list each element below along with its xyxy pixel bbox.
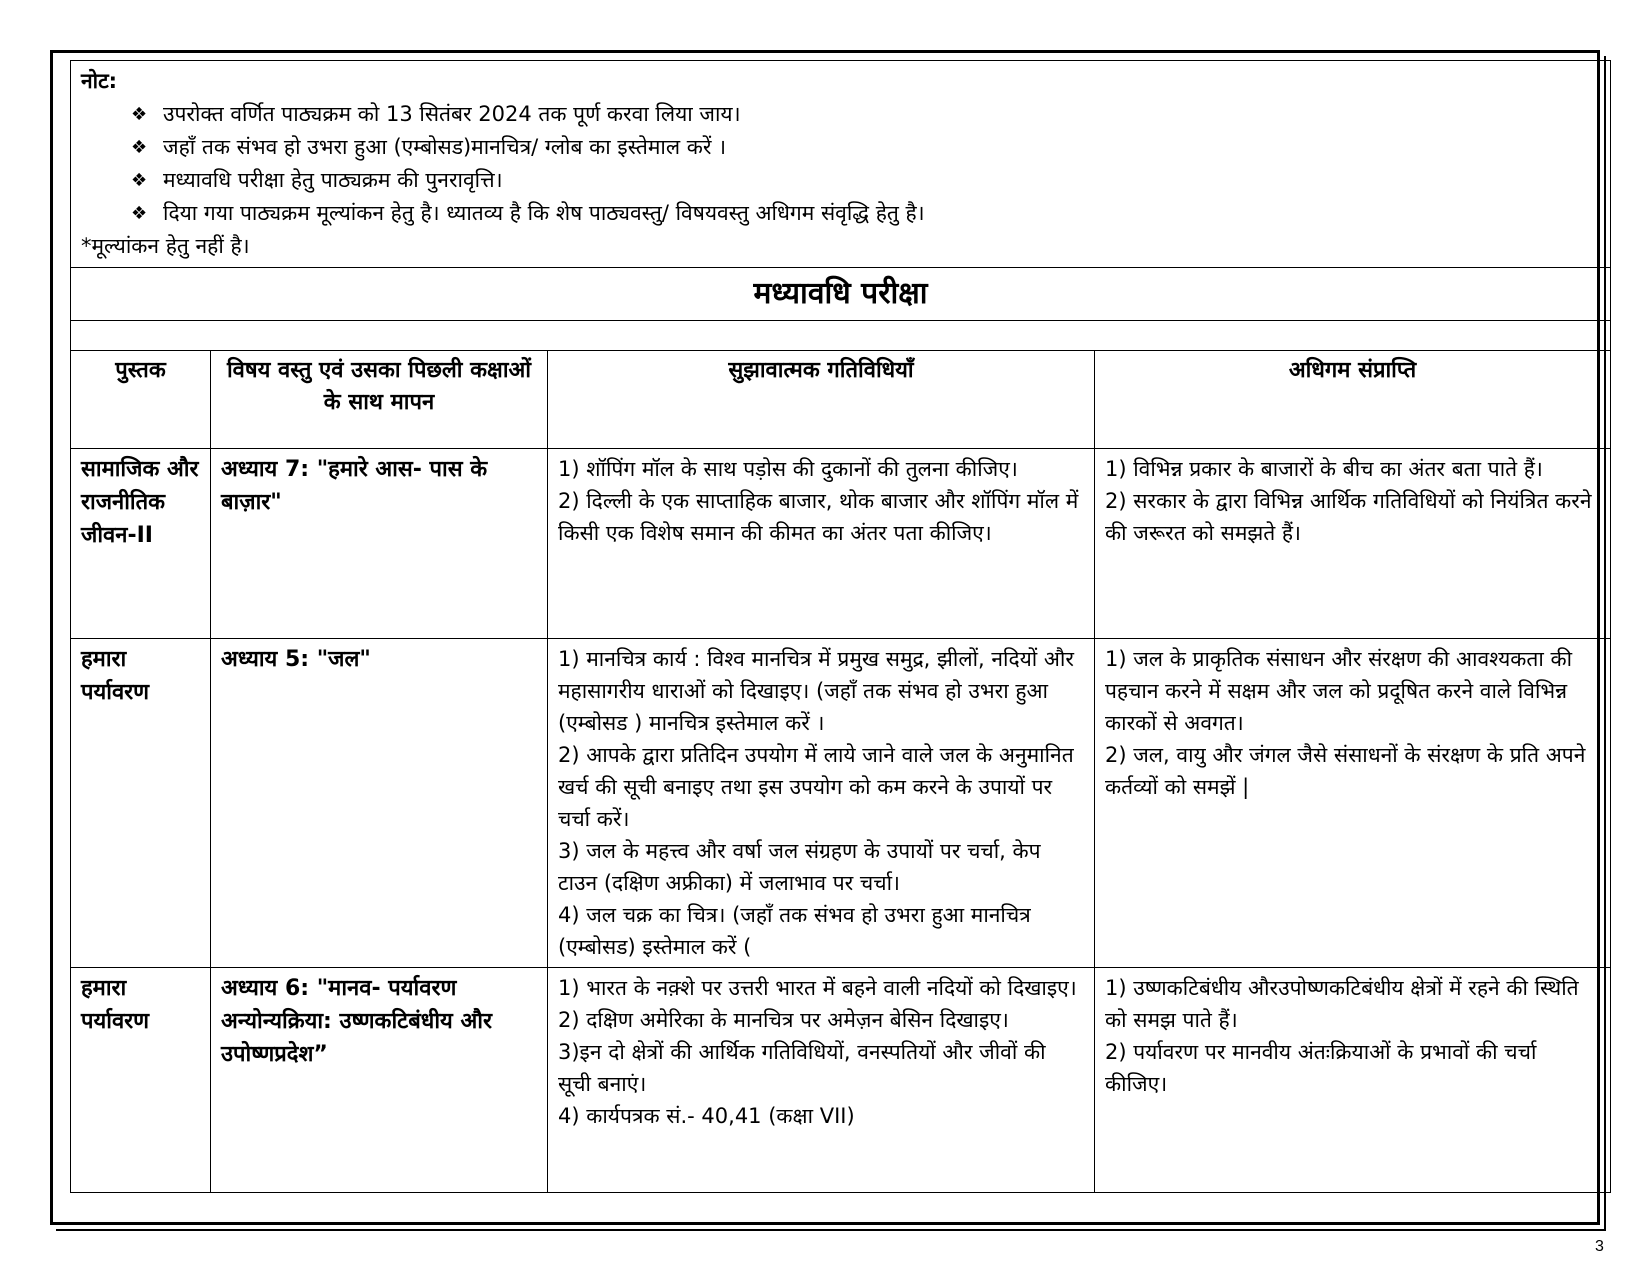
book-cell: सामाजिक और राजनीतिक जीवन-II (71, 449, 211, 639)
chapter-cell: अध्याय 7: "हमारे आस- पास के बाज़ार" (211, 449, 548, 639)
activities-cell (548, 449, 1095, 639)
activity-item: 2) दिल्ली के एक साप्ताहिक बाजार, थोक बाजार और शॉपिंग मॉल में किसी एक विशेष समान की कीमत का अंतर पता कीजिए। (558, 489, 1079, 545)
activity-item: 3)इन दो क्षेत्रों की आर्थिक गतिविधियों, वनस्पतियों और जीवों की सूची बनाएं। (558, 1040, 1046, 1096)
table-row (71, 639, 1611, 968)
header-content: विषय वस्तु एवं उसका पिछली कक्षाओं के साथ मापन (211, 351, 548, 449)
bullet-icon: ❖ (131, 203, 148, 224)
outcome-item: 1) उष्णकटिबंधीय औरउपोष्णकटिबंधीय क्षेत्रों में रहने की स्थिति को समझ पाते हैं। (1105, 976, 1579, 1032)
outcome-item: 2) जल, वायु और जंगल जैसे संसाधनों के संरक्षण के प्रति अपने कर्तव्यों को समझें | (1105, 743, 1586, 799)
book-cell: हमारा पर्यावरण (71, 639, 211, 968)
header-book: पुस्तक (71, 351, 211, 449)
outcome-item: 1) विभिन्न प्रकार के बाजारों के बीच का अंतर बता पाते हैं। (1105, 457, 1543, 481)
table-row (71, 968, 1611, 1193)
outcomes-cell (1095, 968, 1611, 1193)
table-row (71, 449, 1611, 639)
activity-item: 1) मानचित्र कार्य : विश्व मानचित्र में प्रमुख समुद्र, झीलों, नदियों और महासागरीय धाराओं को दिखाइए। (जहाँ तक संभव हो उभरा हुआ (एम्बोसड ) मानचित्र इस्तेमाल करें । (558, 647, 1074, 735)
syllabus-table (70, 60, 1611, 1193)
activity-item: 3) जल के महत्त्व और वर्षा जल संग्रहण के उपायों पर चर्चा, केप टाउन (दक्षिण अफ्रीका) में जलाभाव पर चर्चा। (558, 839, 1041, 895)
note-footnote: *मूल्यांकन हेतु नहीं है। (81, 234, 250, 258)
blank-row (71, 321, 1611, 351)
chapter-cell: अध्याय 5: "जल" (211, 639, 548, 968)
bullet-icon: ❖ (131, 170, 148, 191)
outcomes-cell (1095, 449, 1611, 639)
activities-cell (548, 968, 1095, 1193)
activity-item: 2) दक्षिण अमेरिका के मानचित्र पर अमेज़न बेसिन दिखाइए। (558, 1008, 1009, 1032)
activity-item: 1) भारत के नक़्शे पर उत्तरी भारत में बहने वाली नदियों को दिखाइए। (558, 976, 1077, 1000)
note-label: नोट: (81, 69, 118, 93)
section-title: मध्यावधि परीक्षा (71, 268, 1611, 321)
outcome-item: 1) जल के प्राकृतिक संसाधन और संरक्षण की आवश्यकता की पहचान करने में सक्षम और जल को प्रदूषित करने वाले विभिन्न कारकों से अवगत। (1105, 647, 1573, 735)
outcome-item: 2) सरकार के द्वारा विभिन्न आर्थिक गतिविधियों को नियंत्रित करने की जरूरत को समझते हैं। (1105, 489, 1592, 545)
chapter-cell: अध्याय 6: "मानव- पर्यावरण अन्योन्यक्रिया: उष्णकटिबंधीय और उपोष्णप्रदेश” (211, 968, 548, 1193)
activity-item: 4) कार्यपत्रक सं.- 40,41 (कक्षा VII) (558, 1104, 855, 1128)
header-outcomes: अधिगम संप्राप्ति (1095, 351, 1611, 449)
note-item: ❖ उपरोक्त वर्णित पाठ्यक्रम को 13 सितंबर 2024 तक पूर्ण करवा लिया जाय। (131, 98, 1600, 131)
activity-item: 2) आपके द्वारा प्रतिदिन उपयोग में लाये जाने वाले जल के अनुमानित खर्च की सूची बनाइए तथा इस उपयोग को कम करने के उपायों पर चर्चा करें। (558, 743, 1074, 831)
bullet-icon: ❖ (131, 137, 148, 158)
outcome-item: 2) पर्यावरण पर मानवीय अंतःक्रियाओं के प्रभावों की चर्चा कीजिए। (1105, 1040, 1537, 1096)
activity-item: 1) शॉपिंग मॉल के साथ पड़ोस की दुकानों की तुलना कीजिए। (558, 457, 1018, 481)
book-cell: हमारा पर्यावरण (71, 968, 211, 1193)
activity-item: 4) जल चक्र का चित्र। (जहाँ तक संभव हो उभरा हुआ मानचित्र (एम्बोसड) इस्तेमाल करें ( (558, 903, 1031, 959)
activities-cell (548, 639, 1095, 968)
outcomes-cell (1095, 639, 1611, 968)
note-item: ❖ मध्यावधि परीक्षा हेतु पाठ्यक्रम की पुनरावृत्ति। (131, 164, 1600, 197)
header-activities: सुझावात्मक गतिविधियाँ (548, 351, 1095, 449)
note-item: ❖ जहाँ तक संभव हो उभरा हुआ (एम्बोसड)मानचित्र/ ग्लोब का इस्तेमाल करें । (131, 131, 1600, 164)
bullet-icon: ❖ (131, 104, 148, 125)
note-list (81, 98, 1600, 230)
note-item: ❖ दिया गया पाठ्यक्रम मूल्यांकन हेतु है। ध्यातव्य है कि शेष पाठ्यवस्तु/ विषयवस्तु अधिगम संवृद्धि हेतु है। (131, 197, 1600, 230)
page-number: 3 (1595, 1238, 1604, 1255)
note-section (71, 61, 1611, 268)
